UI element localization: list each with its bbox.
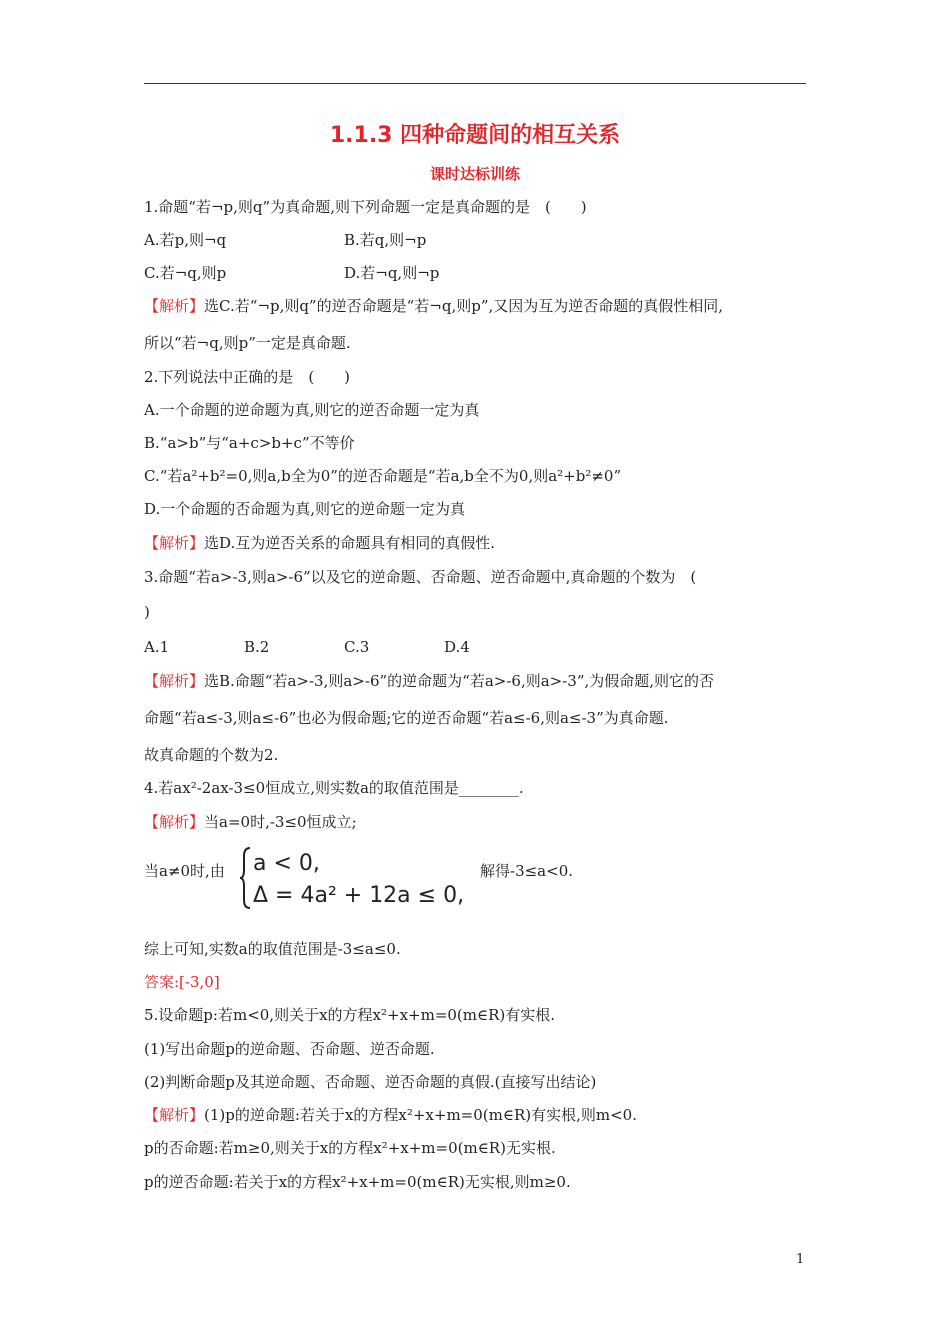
q5-analysis-text: (1)p的逆命题:若关于x的方程x²+x+m=0(m∈R)有实根,则m<0.	[204, 1106, 637, 1124]
q3-option-d: D.4	[444, 638, 470, 656]
system-line-2: Δ = 4a² + 12a ≤ 0,	[253, 883, 465, 908]
q2-option-b: B.“a>b”与“a+c>b+c”不等价	[144, 434, 355, 452]
brace-icon	[240, 846, 480, 910]
q4-analysis-text: 当a=0时,-3≤0恒成立;	[204, 813, 357, 831]
page-title: 1.1.3 四种命题间的相互关系	[329, 123, 621, 148]
q3-analysis	[144, 671, 714, 691]
q3-option-a: A.1	[144, 638, 170, 656]
q2-option-c: C.“若a²+b²=0,则a,b全为0”的逆否命题是“若a,b全不为0,则a²+b²≠0”	[144, 467, 622, 485]
question-2: 2.下列说法中正确的是 ( )	[144, 368, 351, 386]
page-number: 1	[796, 1252, 805, 1267]
q5-analysis-cont-2: p的逆否命题:若关于x的方程x²+x+m=0(m∈R)无实根,则m≥0.	[144, 1173, 571, 1191]
analysis-tag: 【解析】	[144, 534, 205, 552]
q2-option-d: D.一个命题的否命题为真,则它的逆命题一定为真	[144, 500, 466, 518]
q5-part-2: (2)判断命题p及其逆命题、否命题、逆否命题的真假.(直接写出结论)	[144, 1073, 597, 1091]
q1-analysis	[144, 296, 723, 316]
question-5: 5.设命题p:若m<0,则关于x的方程x²+x+m=0(m∈R)有实根.	[144, 1006, 556, 1024]
q1-option-b: B.若q,则¬p	[344, 231, 427, 249]
question-4: 4.若ax²-2ax-3≤0恒成立,则实数a的取值范围是________.	[144, 779, 524, 797]
analysis-tag: 【解析】	[144, 297, 205, 315]
q1-option-a: A.若p,则¬q	[144, 231, 227, 249]
system-line-1: a < 0,	[253, 851, 320, 876]
page-subtitle: 课时达标训练	[429, 165, 520, 183]
q1-option-d: D.若¬q,则¬p	[344, 264, 440, 282]
q3-option-c: C.3	[344, 638, 370, 656]
q4-answer: 答案:[-3,0]	[144, 973, 220, 991]
question-3: 3.命题“若a>-3,则a>-6”以及它的逆命题、否命题、逆否命题中,真命题的个数为 (	[144, 568, 697, 586]
q3-analysis-text: 选B.命题“若a>-3,则a>-6”的逆命题为“若a>-6,则a>-3”,为假命题,则它的否	[204, 672, 715, 690]
equation-system	[240, 846, 480, 910]
q5-analysis-cont-1: p的否命题:若m≥0,则关于x的方程x²+x+m=0(m∈R)无实根.	[144, 1139, 556, 1157]
q2-analysis	[144, 533, 495, 553]
q1-analysis-text: 选C.若“¬p,则q”的逆否命题是“若¬q,则p”,又因为互为逆否命题的真假性相同,	[204, 297, 724, 315]
analysis-tag: 【解析】	[144, 813, 205, 831]
question-3-cont: )	[144, 603, 150, 621]
analysis-tag: 【解析】	[144, 672, 205, 690]
q4-analysis	[144, 812, 357, 832]
q3-analysis-cont-1: 命题“若a≤-3,则a≤-6”也必为假命题;它的逆否命题“若a≤-6,则a≤-3”为真命题.	[144, 709, 669, 727]
q3-option-b: B.2	[244, 638, 270, 656]
q5-part-1: (1)写出命题p的逆命题、否命题、逆否命题.	[144, 1040, 435, 1058]
question-1: 1.命题“若¬p,则q”为真命题,则下列命题一定是真命题的是 ( )	[144, 198, 587, 216]
q4-solution: 解得-3≤a<0.	[480, 862, 574, 880]
q2-option-a: A.一个命题的逆命题为真,则它的逆否命题一定为真	[144, 401, 480, 419]
header-rule	[144, 83, 806, 84]
q2-analysis-text: 选D.互为逆否关系的命题具有相同的真假性.	[204, 534, 496, 552]
analysis-tag: 【解析】	[144, 1106, 205, 1124]
q4-case-text: 当a≠0时,由	[144, 862, 225, 880]
q3-analysis-cont-2: 故真命题的个数为2.	[144, 746, 279, 764]
q1-analysis-cont: 所以“若¬q,则p”一定是真命题.	[144, 334, 351, 352]
q4-conclusion: 综上可知,实数a的取值范围是-3≤a≤0.	[144, 940, 401, 958]
q5-analysis	[144, 1105, 637, 1125]
q1-option-c: C.若¬q,则p	[144, 264, 227, 282]
